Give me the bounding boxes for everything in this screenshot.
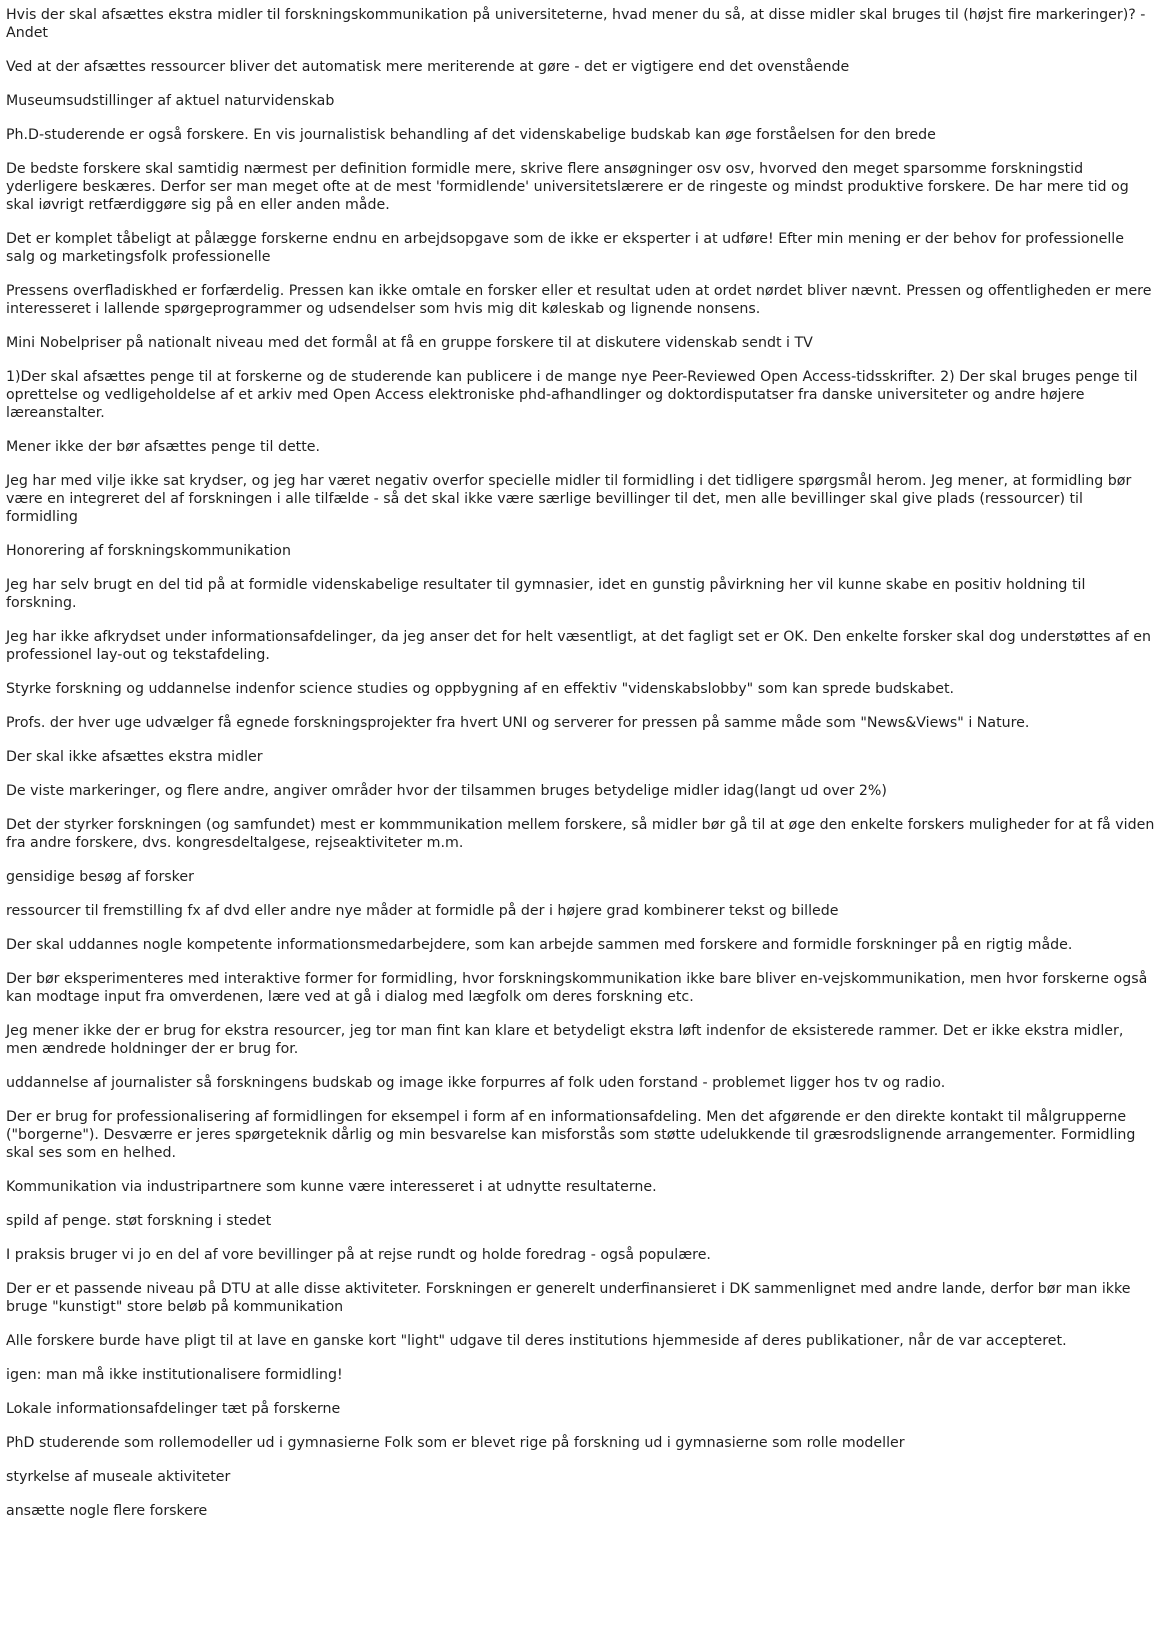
response-7: Mini Nobelpriser på nationalt niveau med det formål at få en gruppe forskere til at diskutere videnskab sendt i TV <box>6 335 813 351</box>
response-19: gensidige besøg af forsker <box>6 869 194 885</box>
response-18: Det der styrker forskningen (og samfundet) mest er kommmunikation mellem forskere, så midler bør gå til at øge den enkelte forskers muligheder for at få viden fra andre forskere, dvs. kongresdeltalgese, rejseaktiviteter m.m. <box>6 817 1155 851</box>
response-4: De bedste forskere skal samtidig nærmest per definition formidle mere, skrive flere ansøgninger osv osv, hvorved den meget sparsomme forskningstid yderligere beskæres. Derfor ser man meget ofte at de mest 'formidlende' universitetslærere er de ringeste og mindst produktive forskere. De har mere tid og skal iøvrigt retfærdiggøre sig på en eller anden måde. <box>6 161 1129 213</box>
response-17: De viste markeringer, og flere andre, angiver områder hvor der tilsammen bruges betydelige midler idag(langt ud over 2%) <box>6 783 887 799</box>
response-24: uddannelse af journalister så forskningens budskab og image ikke forpurres af folk uden forstand - problemet ligger hos tv og radio. <box>6 1075 946 1091</box>
response-10: Jeg har med vilje ikke sat krydser, og jeg har været negativ overfor specielle midler til formidling i det tidligere spørgsmål herom. Jeg mener, at formidling bør være en integreret del af forskningen i alle tilfælde - så det skal ikke være særlige bevillinger til det, men alle bevillinger skal give plads (ressourcer) til formidling <box>6 473 1132 525</box>
response-33: PhD studerende som rollemodeller ud i gymnasierne Folk som er blevet rige på forskning ud i gymnasierne som rolle modeller <box>6 1435 905 1451</box>
response-14: Styrke forskning og uddannelse indenfor science studies og oppbygning af en effektiv "videnskabslobby" som kan sprede budskabet. <box>6 681 955 697</box>
response-12: Jeg har selv brugt en del tid på at formidle videnskabelige resultater til gymnasier, idet en gunstig påvirkning her vil kunne skabe en positiv holdning til forskning. <box>6 577 1086 611</box>
response-13: Jeg har ikke afkrydset under informationsafdelinger, da jeg anser det for helt væsentligt, at det fagligt set er OK. Den enkelte forsker skal dog understøttes af en professionel lay-out og tekstafdeling. <box>6 629 1151 663</box>
response-6: Pressens overfladiskhed er forfærdelig. Pressen kan ikke omtale en forsker eller et resultat uden at ordet nørdet bliver nævnt. Pressen og offentligheden er mere interesseret i lallende spørgeprogrammer og udsendelser som hvis mig dit køleskab og lignende nonsens. <box>6 283 1152 317</box>
response-35: ansætte nogle flere forskere <box>6 1503 208 1519</box>
response-22: Der bør eksperimenteres med interaktive former for formidling, hvor forskningskommunikation ikke bare bliver en-vejskommunikation, men hvor forskerne også kan modtage input fra omverdenen, lære ved at gå i dialog med lægfolk om deres forskning etc. <box>6 971 1148 1005</box>
response-28: I praksis bruger vi jo en del af vore bevillinger på at rejse rundt og holde foredrag - også populære. <box>6 1247 711 1263</box>
response-11: Honorering af forskningskommunikation <box>6 543 291 559</box>
response-32: Lokale informationsafdelinger tæt på forskerne <box>6 1401 341 1417</box>
survey-responses-document <box>6 6 1156 1536</box>
response-5: Det er komplet tåbeligt at pålægge forskerne endnu en arbejdsopgave som de ikke er eksperter i at udføre! Efter min mening er der behov for professionelle salg og marketingsfolk professionelle <box>6 231 1124 265</box>
response-2: Museumsudstillinger af aktuel naturvidenskab <box>6 93 335 109</box>
response-30: Alle forskere burde have pligt til at lave en ganske kort "light" udgave til deres institutions hjemmeside af deres publikationer, når de var accepteret. <box>6 1333 1067 1349</box>
survey-question: Hvis der skal afsættes ekstra midler til forskningskommunikation på universiteterne, hvad mener du så, at disse midler skal bruges til (højst fire markeringer)? - Andet <box>6 7 1146 41</box>
response-15: Profs. der hver uge udvælger få egnede forskningsprojekter fra hvert UNI og serverer for pressen på samme måde som "News&Views" i Nature. <box>6 715 1030 731</box>
response-21: Der skal uddannes nogle kompetente informationsmedarbejdere, som kan arbejde sammen med forskere and formidle forskninger på en rigtig måde. <box>6 937 1073 953</box>
response-3: Ph.D-studerende er også forskere. En vis journalistisk behandling af det videnskabelige budskab kan øge forståelsen for den brede <box>6 127 936 143</box>
response-9: Mener ikke der bør afsættes penge til dette. <box>6 439 321 455</box>
response-20: ressourcer til fremstilling fx af dvd eller andre nye måder at formidle på der i højere grad kombinerer tekst og billede <box>6 903 839 919</box>
response-31: igen: man må ikke institutionalisere formidling! <box>6 1367 343 1383</box>
response-8: 1)Der skal afsættes penge til at forskerne og de studerende kan publicere i de mange nye Peer-Reviewed Open Access-tidsskrifter. 2) Der skal bruges penge til oprettelse og vedligeholdelse af et arkiv med Open Access elektroniske phd-afhandlinger og doktordisputatser fra danske universiteter og andre højere læreanstalter. <box>6 369 1138 421</box>
response-29: Der er et passende niveau på DTU at alle disse aktiviteter. Forskningen er generelt underfinansieret i DK sammenlignet med andre lande, derfor bør man ikke bruge "kunstigt" store beløb på kommunikation <box>6 1281 1131 1315</box>
response-16: Der skal ikke afsættes ekstra midler <box>6 749 263 765</box>
response-26: Kommunikation via industripartnere som kunne være interesseret i at udnytte resultaterne. <box>6 1179 657 1195</box>
response-1: Ved at der afsættes ressourcer bliver det automatisk mere meriterende at gøre - det er vigtigere end det ovenstående <box>6 59 850 75</box>
response-34: styrkelse af museale aktiviteter <box>6 1469 231 1485</box>
response-25: Der er brug for professionalisering af formidlingen for eksempel i form af en informationsafdeling. Men det afgørende er den direkte kontakt til målgrupperne ("borgerne"). Desværre er jeres spørgeteknik dårlig og min besvarelse kan misforstås som støtte udelukkende til græsrodslignende arrangementer. Formidling skal ses som en helhed. <box>6 1109 1136 1161</box>
response-27: spild af penge. støt forskning i stedet <box>6 1213 272 1229</box>
response-23: Jeg mener ikke der er brug for ekstra resourcer, jeg tor man fint kan klare et betydeligt ekstra løft indenfor de eksisterede rammer. Det er ikke ekstra midler, men ændrede holdninger der er brug for. <box>6 1023 1124 1057</box>
